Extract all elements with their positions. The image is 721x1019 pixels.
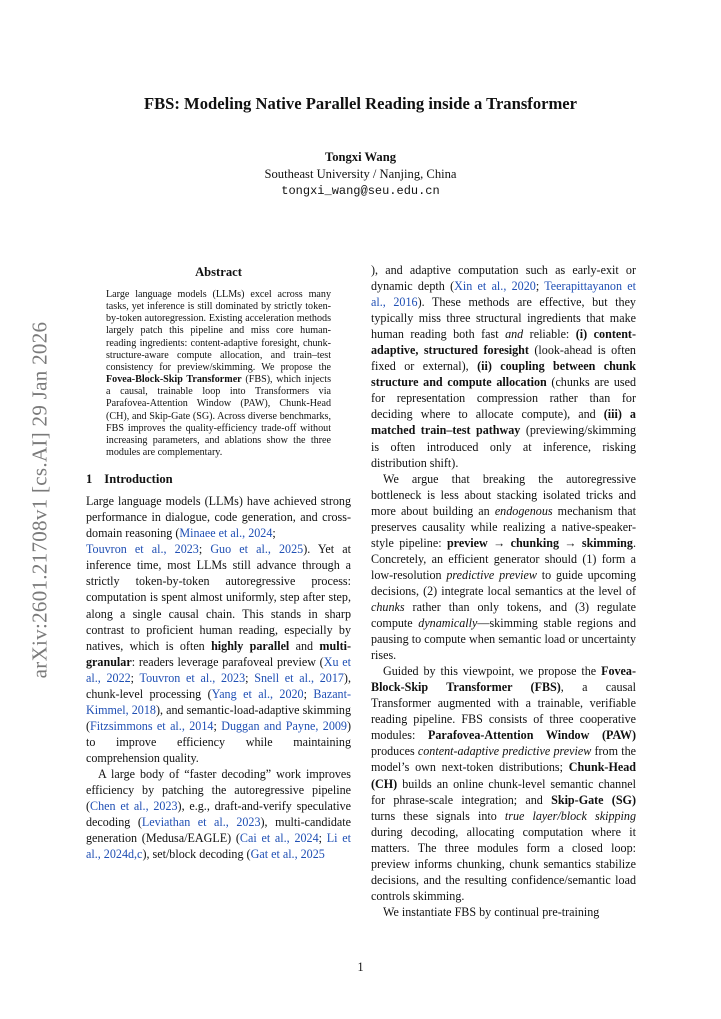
- body-text: ;: [245, 670, 255, 685]
- bold-phrase: Parafovea-Attention Window (PAW): [427, 728, 636, 743]
- body-text: ;: [303, 686, 314, 701]
- citation-link[interactable]: Xu et al., 2022: [86, 654, 351, 685]
- paper-title: FBS: Modeling Native Parallel Reading inside a Transformer: [143, 94, 578, 113]
- left-column: [86, 260, 351, 862]
- citation-link[interactable]: Fitzsimmons et al., 2014: [90, 718, 214, 733]
- body-text: rather than only tokens, and (3) regulate compute: [371, 599, 636, 631]
- italic-phrase: and: [505, 327, 524, 342]
- italic-phrase: true layer/block skipping: [504, 808, 636, 823]
- author-name: Tongxi Wang: [324, 150, 397, 164]
- body-text: ;: [318, 831, 327, 846]
- abstract-heading: Abstract: [195, 265, 242, 279]
- author-affiliation: Southeast University / Nanjing, China: [264, 167, 457, 181]
- body-text: ), and adaptive computation such as early-exit or dynamic depth (: [371, 263, 636, 294]
- body-text: Guided by this viewpoint, we propose the: [383, 664, 602, 679]
- abstract-text: [106, 289, 331, 459]
- author-block: [0, 149, 721, 200]
- body-text: (previewing/skimming is often introduced only at inference, risking distribution shift).: [371, 423, 636, 470]
- citation-link[interactable]: Xin et al., 2020: [454, 279, 536, 294]
- intro-paragraph-4: [371, 663, 636, 904]
- body-text: ), e.g., draft-and-verify speculative decoding (: [86, 799, 351, 830]
- body-text: reliable:: [523, 327, 576, 342]
- citation-link[interactable]: Leviathan et al., 2023: [141, 815, 261, 830]
- intro-paragraph-5: We instantiate FBS by continual pre-training: [383, 904, 600, 919]
- section-heading-introduction: [86, 472, 351, 487]
- body-text: —skimming stable regions and pausing to compute when semantic load or uncertainty rises.: [371, 616, 636, 663]
- italic-phrase: endogenous: [494, 503, 553, 518]
- author-email: tongxi_wang@seu.edu.cn: [281, 184, 440, 198]
- body-text: Large language models (LLMs) have achieved strong performance in dialogue, code generation, and cross-domain reasoning (: [86, 494, 351, 541]
- body-text: (chunks are used for representation compression rather than for deciding where to allocate compute), and: [371, 375, 636, 422]
- bold-phrase: (iii) a matched train–test pathway: [371, 407, 636, 438]
- section-number: 1: [86, 472, 93, 487]
- body-text: ), and semantic-load-adaptive skimming (: [86, 702, 351, 733]
- abstract-text-part: (FBS), which injects a causal, trainable loop into Transformers via Parafovea-Attention Window (PAW), Chunk-Head (CH), and Skip-Gate (SG). Across diverse benchmarks, FBS improves the quality-efficiency trade-off without increasing parameters, and ablations show the three modules are complementary.: [106, 374, 332, 459]
- body-text: . Concretely, an efficient generator should (1) form a low-resolution: [371, 535, 636, 582]
- body-text: ;: [213, 718, 222, 733]
- body-text: ), multi-candidate generation (Medusa/EAGLE) (: [86, 815, 351, 846]
- arxiv-identifier-sidebar: arXiv:2601.21708v1 [cs.AI] 29 Jan 2026: [27, 321, 52, 679]
- intro-paragraph-3: [371, 471, 636, 664]
- body-text: from the model’s own next-token distributions;: [371, 744, 636, 775]
- italic-phrase: dynamically: [418, 616, 478, 631]
- citation-link[interactable]: Teerapittayanon et al., 2016: [371, 279, 637, 310]
- body-text: during decoding, allocating computation where it matters. The three modules form a closed loop: preview informs chunking, chunk semantics stabilize decisions, and the resulting confidence/semantic load controls skimming.: [371, 824, 636, 903]
- bold-phrase: preview → chunking → skimming: [446, 535, 633, 550]
- body-text: ), chunk-level processing (: [86, 670, 351, 701]
- bold-phrase: (i) content-adaptive, structured foresight: [371, 327, 636, 358]
- intro-paragraph-2-continued: [371, 262, 636, 471]
- citation-link[interactable]: Minaee et al., 2024: [179, 526, 273, 541]
- body-text: ). These methods are effective, but they typically miss three structural ingredients that make human reading both fast: [371, 295, 636, 342]
- citation-link[interactable]: Li et al., 2024d,c: [86, 831, 352, 862]
- body-text: mechanism that preserves causality while realizing a native-speaker-style pipeline:: [371, 503, 636, 550]
- body-text: : readers leverage parafoveal preview (: [131, 654, 324, 669]
- section-title: Introduction: [104, 472, 173, 487]
- italic-phrase: predictive preview: [446, 567, 537, 582]
- body-text: ). Yet at inference time, most LLMs still advance through a strictly token-by-token autoregressive process: computation is spent almost uniformly, step after step, along a single causal chain. This stands in sharp contrast to proficient human reading, especially by natives, which is often: [86, 542, 351, 653]
- page-number: 1: [357, 960, 364, 974]
- bold-phrase: multi-granular: [86, 638, 351, 669]
- body-text: builds an online chunk-level semantic channel for phrase-scale integration; and: [371, 776, 636, 807]
- intro-paragraph-1: [86, 493, 351, 766]
- bold-phrase: highly parallel: [211, 638, 290, 653]
- citation-link[interactable]: Bazant-Kimmel, 2018: [86, 686, 351, 717]
- body-text: , a causal Transformer augmented with a trainable, verifiable reading pipeline. FBS consists of three cooperative modules:: [371, 680, 636, 743]
- italic-phrase: chunks: [371, 599, 405, 614]
- bold-phrase: Skip-Gate (SG): [551, 792, 636, 807]
- body-text: ;: [272, 526, 276, 541]
- right-column: [371, 260, 636, 920]
- body-text: A large body of “faster decoding” work improves efficiency by patching the autoregressive pipeline (: [86, 766, 351, 814]
- bold-phrase: Chunk-Head (CH): [371, 760, 636, 791]
- abstract-model-name: Fovea-Block-Skip Transformer: [106, 374, 242, 386]
- body-text: produces: [371, 744, 418, 759]
- citation-link[interactable]: Touvron et al., 2023: [139, 670, 246, 685]
- citation-link[interactable]: Cai et al., 2024: [239, 831, 319, 846]
- bold-phrase: Fovea-Block-Skip Transformer (FBS): [371, 664, 636, 695]
- bold-phrase: (ii) coupling between chunk structure and compute allocation: [371, 359, 636, 390]
- abstract-text-part: Large language models (LLMs) excel across many tasks, yet inference is still dominated by strictly token-by-token autoregression. Existing acceleration methods largely patch this pipeline and miss core human-reading ingredients: content-adaptive foresight, chunk-structure-aware compute allocation, and train–test consistency for preview/skimming. We propose the: [106, 289, 331, 373]
- citation-link[interactable]: Gat et al., 2025: [250, 847, 325, 862]
- italic-phrase: content-adaptive predictive preview: [417, 744, 592, 759]
- body-text: ), set/block decoding (: [142, 847, 251, 862]
- citation-link[interactable]: Duggan and Payne, 2009: [221, 718, 347, 733]
- citation-link[interactable]: Touvron et al., 2023: [86, 542, 199, 557]
- body-text: to guide upcoming decisions, (2) integrate local semantics at the level of: [371, 567, 637, 598]
- citation-link[interactable]: Guo et al., 2025: [210, 542, 304, 557]
- body-text: ) to improve efficiency while maintaining comprehension quality.: [86, 718, 352, 765]
- body-text: ;: [198, 542, 211, 557]
- body-text: ;: [130, 670, 140, 685]
- body-text: We argue that breaking the autoregressive bottleneck is less about stacking isolated tricks and more about building an: [371, 471, 636, 518]
- body-text: ;: [535, 279, 545, 294]
- intro-paragraph-2: [86, 766, 351, 862]
- body-text: turns these signals into: [371, 808, 505, 823]
- body-text: and: [289, 638, 320, 653]
- body-text: (look-ahead is often fixed or external),: [371, 343, 636, 374]
- citation-link[interactable]: Snell et al., 2017: [254, 670, 344, 685]
- citation-link[interactable]: Chen et al., 2023: [90, 799, 178, 814]
- citation-link[interactable]: Yang et al., 2020: [211, 686, 304, 701]
